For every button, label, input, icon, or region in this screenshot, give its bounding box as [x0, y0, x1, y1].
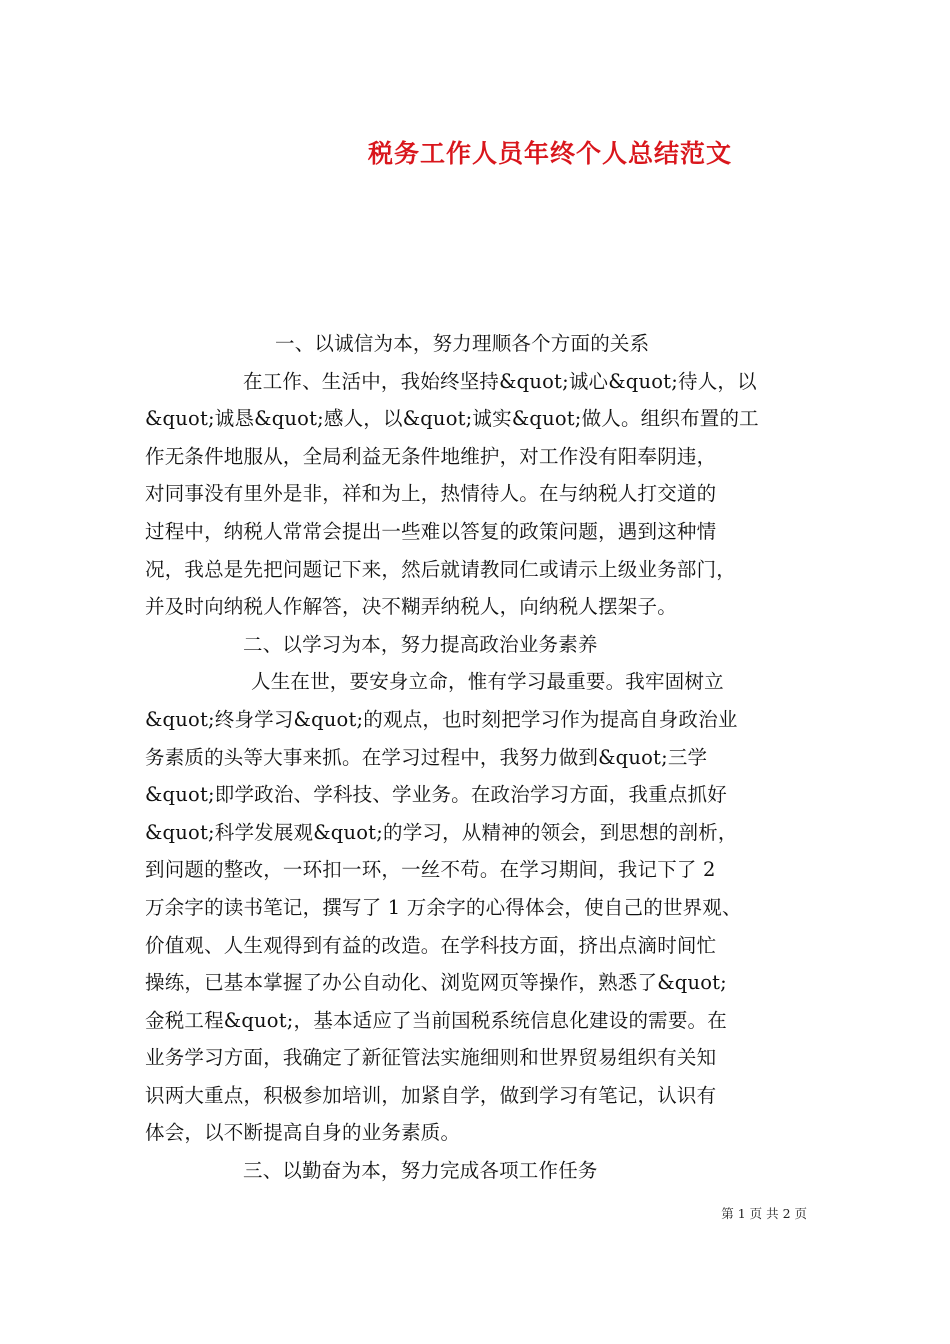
document-title: 税务工作人员年终个人总结范文: [367, 139, 732, 168]
paragraph-line: 操练，已基本掌握了办公自动化、浏览网页等操作，熟悉了&quot;: [145, 971, 727, 995]
paragraph-line: 到问题的整改，一环扣一环，一丝不苟。在学习期间，我记下了 2: [145, 858, 716, 882]
paragraph-line: &quot;诚恳&quot;感人，以&quot;诚实&quot;做人。组织布置的工: [145, 407, 759, 431]
paragraph-line: 金税工程&quot;，基本适应了当前国税系统信息化建设的需要。在: [145, 1008, 727, 1032]
paragraph-line: 作无条件地服从，全局利益无条件地维护，对工作没有阳奉阴违，: [145, 444, 717, 468]
paragraph-line: 体会，以不断提高自身的业务素质。: [145, 1121, 461, 1145]
paragraph-line: 人生在世，要安身立命，惟有学习最重要。我牢固树立: [251, 670, 724, 694]
paragraph-line: 并及时向纳税人作解答，决不糊弄纳税人，向纳税人摆架子。: [145, 595, 677, 619]
paragraph-line: &quot;科学发展观&quot;的学习，从精神的领会，到思想的剖析，: [145, 820, 738, 844]
paragraph-line: 价值观、人生观得到有益的改造。在学科技方面，挤出点滴时间忙: [145, 933, 717, 957]
section-heading: 二、以学习为本，努力提高政治业务素养: [243, 632, 598, 656]
paragraph-line: 在工作、生活中，我始终坚持&quot;诚心&quot;待人，以: [243, 369, 757, 393]
paragraph-line: &quot;终身学习&quot;的观点，也时刻把学习作为提高自身政治业: [145, 707, 738, 731]
paragraph-line: 业务学习方面，我确定了新征管法实施细则和世界贸易组织有关知: [145, 1046, 717, 1070]
paragraph-line: 对同事没有里外是非，祥和为上，热情待人。在与纳税人打交道的: [145, 482, 717, 506]
paragraph-line: 识两大重点，积极参加培训，加紧自学，做到学习有笔记，认识有: [145, 1083, 717, 1107]
section-heading: 三、以勤奋为本，努力完成各项工作任务: [243, 1159, 598, 1183]
page-indicator: 第 1 页 共 2 页: [721, 1206, 807, 1221]
paragraph-line: &quot;即学政治、学科技、学业务。在政治学习方面，我重点抓好: [145, 783, 727, 807]
document-body: [145, 325, 835, 1190]
section-heading: 一、以诚信为本，努力理顺各个方面的关系: [275, 332, 650, 355]
paragraph-line: 万余字的读书笔记，撰写了 1 万余字的心得体会，使自己的世界观、: [145, 895, 742, 919]
paragraph-line: 过程中，纳税人常常会提出一些难以答复的政策问题，遇到这种情: [145, 519, 717, 543]
paragraph-line: 况，我总是先把问题记下来，然后就请教同仁或请示上级业务部门，: [145, 557, 737, 581]
paragraph-line: 务素质的头等大事来抓。在学习过程中，我努力做到&quot;三学: [145, 745, 708, 769]
